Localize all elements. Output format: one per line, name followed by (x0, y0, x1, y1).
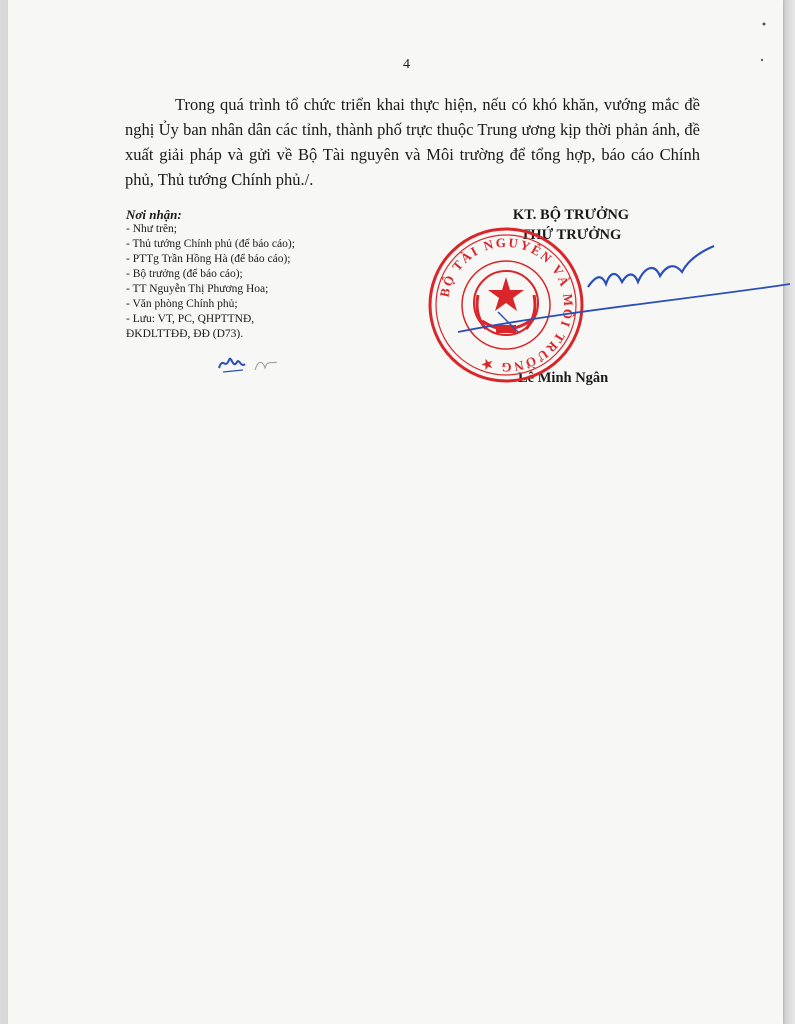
recipient-item: ĐKDLTTĐĐ, ĐĐ (D73). (126, 328, 244, 340)
recipient-item: - Như trên; (126, 223, 177, 235)
recipient-item: - Thủ tướng Chính phủ (để báo cáo); (126, 238, 295, 250)
recipients-heading: Nơi nhận: (126, 207, 182, 222)
body-paragraph-container (125, 92, 700, 192)
scan-marks (758, 18, 778, 68)
signer-name: Lê Minh Ngân (518, 370, 609, 386)
recipient-item: - Bộ trưởng (để báo cáo); (126, 268, 243, 280)
body-paragraph: Trong quá trình tổ chức triển khai thực hiện, nếu có khó khăn, vướng mắc đề nghị Ủy ban nhân dân các tỉnh, thành phố trực thuộc Trung ương kịp thời phản ánh, đề xuất giải pháp và gửi về Bộ Tài nguyên và Môi trường để tổng hợp, báo cáo Chính phủ, Thủ tướng Chính phủ./. (125, 95, 700, 189)
handwritten-signature (438, 232, 795, 342)
document-page (8, 0, 783, 1024)
signer-title-line1: KT. BỘ TRƯỞNG (512, 207, 630, 223)
handwritten-initials (215, 348, 295, 376)
recipient-item: - PTTg Trần Hồng Hà (để báo cáo); (126, 253, 291, 265)
svg-text:BỘ TÀI NGUYÊN VÀ MÔI TRƯỜNG ★: BỘ TÀI NGUYÊN VÀ MÔI TRƯỜNG ★ (436, 234, 577, 376)
scan-edge (783, 0, 795, 1024)
signer-title-line2: THỨ TRƯỞNG (520, 227, 622, 243)
recipients-block (126, 207, 416, 342)
recipient-item: - Văn phòng Chính phủ; (126, 298, 238, 310)
recipient-item: - TT Nguyễn Thị Phương Hoa; (126, 283, 269, 295)
page-number: 4 (403, 57, 410, 72)
recipient-item: - Lưu: VT, PC, QHPTTNĐ, (126, 313, 255, 325)
